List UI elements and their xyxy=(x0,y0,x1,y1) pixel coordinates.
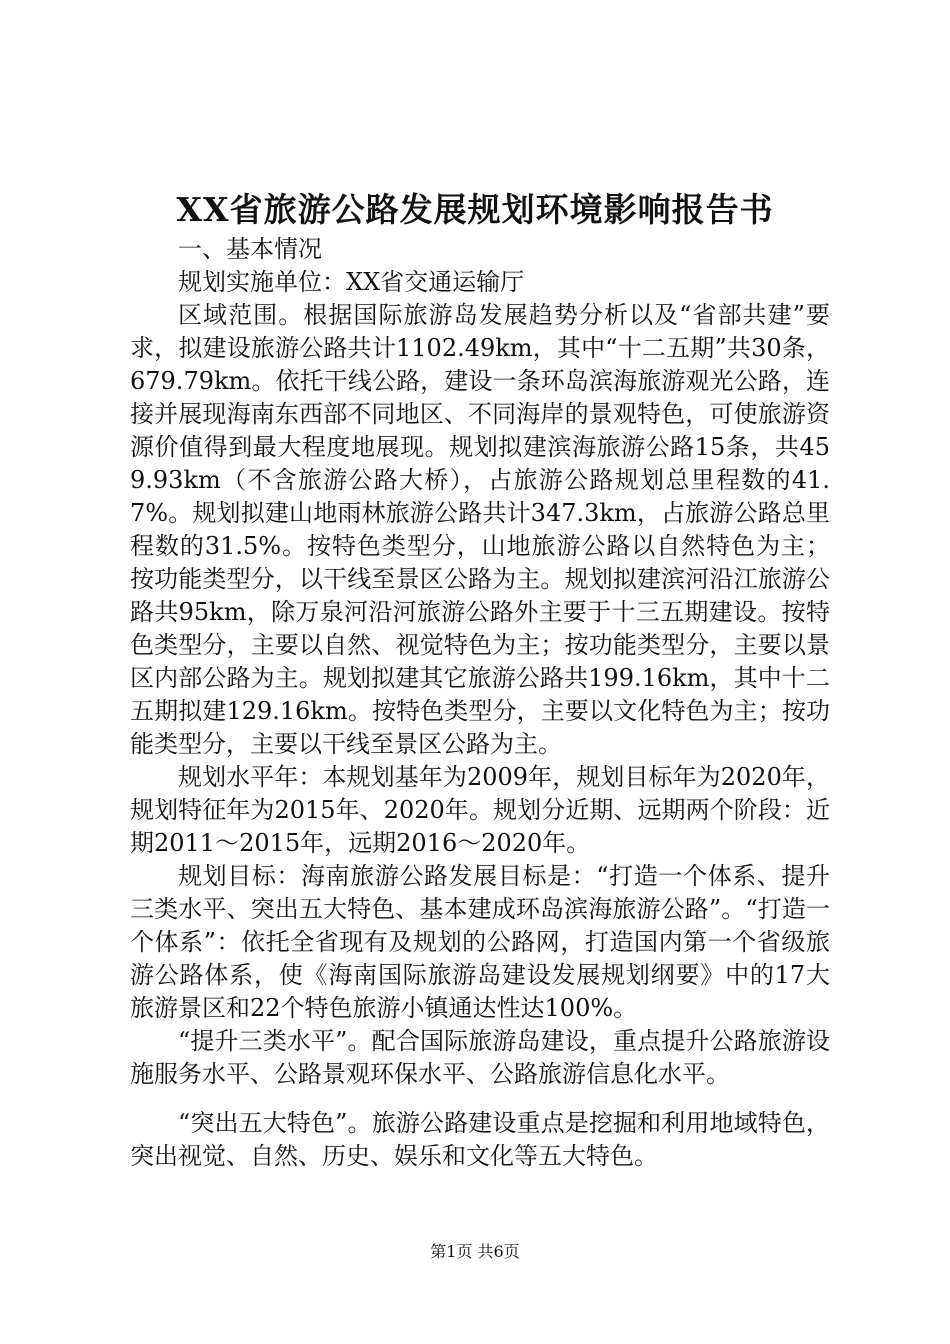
page-number: 第1页 共6页 xyxy=(430,1242,520,1261)
implementing-unit: 规划实施单位：XX省交通运输厅 xyxy=(178,268,525,296)
paragraph-three-levels: “提升三类水平”。配合国际旅游岛建设，重点提升公路旅游设施服务水平、公路景观环保水平、公路旅游信息化水平。 xyxy=(130,1027,830,1088)
document-title: XX省旅游公路发展规划环境影响报告书 xyxy=(176,190,774,229)
paragraph-region-scope: 区域范围。根据国际旅游岛发展趋势分析以及“省部共建”要求，拟建设旅游公路共计1102.49km，其中“十二五期”共30条，679.79km。依托干线公路，建设一条环岛滨海旅游观光公路，连接并展现海南东西部不同地区、不同海岸的景观特色，可使旅游资源价值得到最大程度地展现。规划拟建滨海旅游公路15条，共459.93km（不含旅游公路大桥），占旅游公路规划总里程数的41.7%。规划拟建山地雨林旅游公路共计347.3km，占旅游公路总里程数的31.5%。按特色类型分，山地旅游公路以自然特色为主；按功能类型分，以干线至景区公路为主。规划拟建滨河沿江旅游公路共95km，除万泉河沿河旅游公路外主要于十三五期建设。按特色类型分，主要以自然、视觉特色为主；按功能类型分，主要以景区内部公路为主。规划拟建其它旅游公路共199.16km，其中十二五期拟建129.16km。按特色类型分，主要以文化特色为主；按功能类型分，主要以干线至景区公路为主。 xyxy=(130,301,830,758)
paragraph-planning-years: 规划水平年：本规划基年为2009年，规划目标年为2020年，规划特征年为2015年、2020年。规划分近期、远期两个阶段：近期2011～2015年，远期2016～2020年。 xyxy=(130,763,830,857)
paragraph-five-features: “突出五大特色”。旅游公路建设重点是挖掘和利用地域特色，突出视觉、自然、历史、娱乐和文化等五大特色。 xyxy=(130,1109,830,1170)
paragraph-planning-goals: 规划目标：海南旅游公路发展目标是：“打造一个体系、提升三类水平、突出五大特色、基本建成环岛滨海旅游公路”。“打造一个体系”：依托全省现有及规划的公路网，打造国内第一个省级旅游公路体系，使《海南国际旅游岛建设发展规划纲要》中的17大旅游景区和22个特色旅游小镇通达性达100%。 xyxy=(130,862,830,1022)
section-heading: 一、基本情况 xyxy=(178,235,322,263)
document-body xyxy=(130,233,830,1173)
